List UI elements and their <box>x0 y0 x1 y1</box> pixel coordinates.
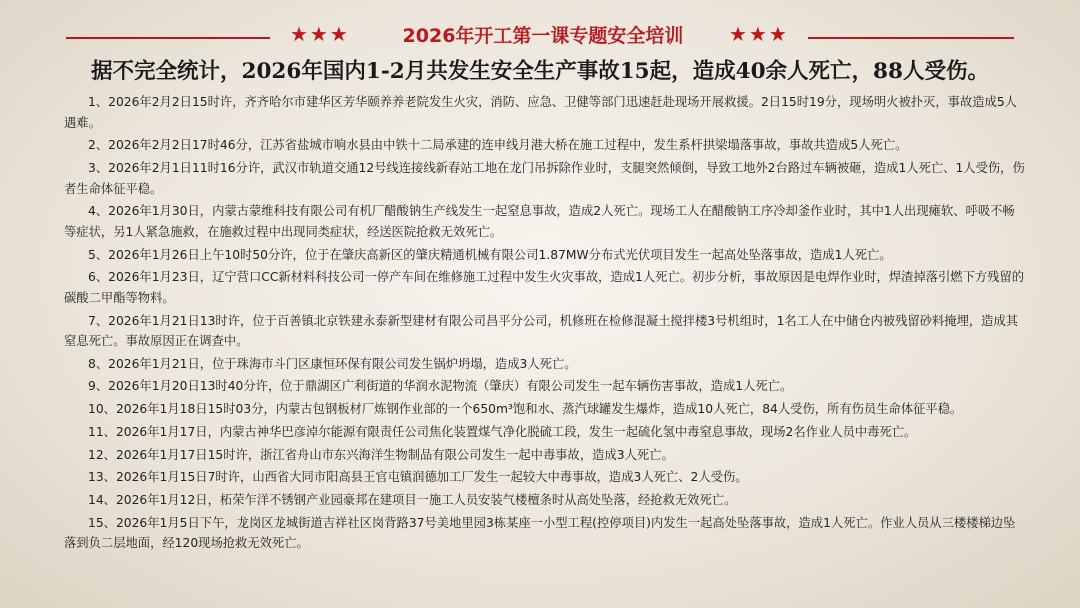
stars-left: ★★★ <box>290 22 350 46</box>
incident-item-5: 5、2026年1月26日上午10时50分许，位于在肇庆高新区的肇庆精通机械有限公司1.87MW分布式光伏项目发生一起高处坠落事故，造成1人死亡。 <box>88 247 892 262</box>
stars-right: ★★★ <box>729 22 789 46</box>
header-rule-left <box>66 37 270 39</box>
incident-item-10: 10、2026年1月18日15时03分，内蒙古包钢板材厂炼钢作业部的一个650m³饱和水、蒸汽球罐发生爆炸，造成10人死亡，84人受伤，所有伤员生命体征平稳。 <box>88 402 963 417</box>
incident-item-14: 14、2026年1月12日，柘荣乍洋不锈钢产业园豪邦在建项目一施工人员安装气楼檀条时从高处坠落，经抢救无效死亡。 <box>88 492 737 507</box>
page-title: 2026年开工第一课专题安全培训 <box>402 25 684 47</box>
incident-item-13: 13、2026年1月15日7时许，山西省大同市阳高县王官屯镇润德加工厂发生一起较大中毒事故，造成3人死亡、2人受伤。 <box>88 470 748 485</box>
header-rule-right <box>808 37 1014 39</box>
incident-item-7: 7、2026年1月21日13时许，位于百善镇北京铁建永泰新型建材有限公司昌平分公司，机修班在检修混凝土搅拌楼3号机组时，1名工人在中储仓内被残留砂料掩埋，造成其窒息死亡。事故原因正在调查中。 <box>64 313 1019 349</box>
summary-statement: 据不完全统计，2026年国内1-2月共发生安全生产事故15起，造成40余人死亡，88人受伤。 <box>91 59 989 84</box>
incident-list <box>64 92 1026 556</box>
incident-item-8: 8、2026年1月21日，位于珠海市斗门区康恒环保有限公司发生锅炉坍塌，造成3人死亡。 <box>88 356 577 371</box>
incident-item-3: 3、2026年2月1日11时16分许，武汉市轨道交通12号线连接线新春站工地在龙门吊拆除作业时，支腿突然倾倒，导致工地外2台路过车辆被砸，造成1人死亡、1人受伤，伤者生命体征平稳。 <box>64 160 1025 196</box>
incident-item-2: 2、2026年2月2日17时46分，江苏省盐城市响水县由中铁十二局承建的连申线月港大桥在施工过程中，发生系杆拱梁塌落事故，事故共造成5人死亡。 <box>88 138 908 153</box>
incident-item-9: 9、2026年1月20日13时40分许，位于鼎湖区广利街道的华润水泥物流（肇庆）有限公司发生一起车辆伤害事故，造成1人死亡。 <box>88 379 793 394</box>
incident-item-6: 6、2026年1月23日，辽宁营口CC新材料科技公司一停产车间在维修施工过程中发生火灾事故，造成1人死亡。初步分析，事故原因是电焊作业时，焊渣掉落引燃下方残留的碳酸二甲酯等物料。 <box>64 270 1025 305</box>
incident-item-1: 1、2026年2月2日15时许，齐齐哈尔市建华区芳华颐养养老院发生火灾，消防、应急、卫健等部门迅速赶赴现场开展救援。2日15时19分，现场明火被扑灭，事故造成5人遇难。 <box>64 95 1017 130</box>
header-banner <box>0 18 1080 54</box>
incident-item-11: 11、2026年1月17日，内蒙古神华巴彦淖尔能源有限责任公司焦化装置煤气净化脱硫工段，发生一起硫化氢中毒窒息事故，现场2名作业人员中毒死亡。 <box>88 424 917 439</box>
incident-item-4: 4、2026年1月30日，内蒙古蒙维科技有限公司有机厂醋酸钠生产线发生一起窒息事故，造成2人死亡。现场工人在醋酸钠工序冷却釜作业时，其中1人出现瘫软、呼吸不畅等症状，另1人紧急施救，在施救过程中出现同类症状，经送医院抢救无效死亡。 <box>64 204 1015 239</box>
incident-item-12: 12、2026年1月17日15时许，浙江省舟山市东兴海洋生物制品有限公司发生一起中毒事故，造成3人死亡。 <box>88 447 674 462</box>
incident-item-15: 15、2026年1月5日下午，龙岗区龙城街道吉祥社区岗背路37号美地里园3栋某座一小型工程(控停项目)内发生一起高处坠落事故，造成1人死亡。作业人员从三楼楼梯边坠落到负二层地面，经120现场抢救无效死亡。 <box>64 515 1016 551</box>
